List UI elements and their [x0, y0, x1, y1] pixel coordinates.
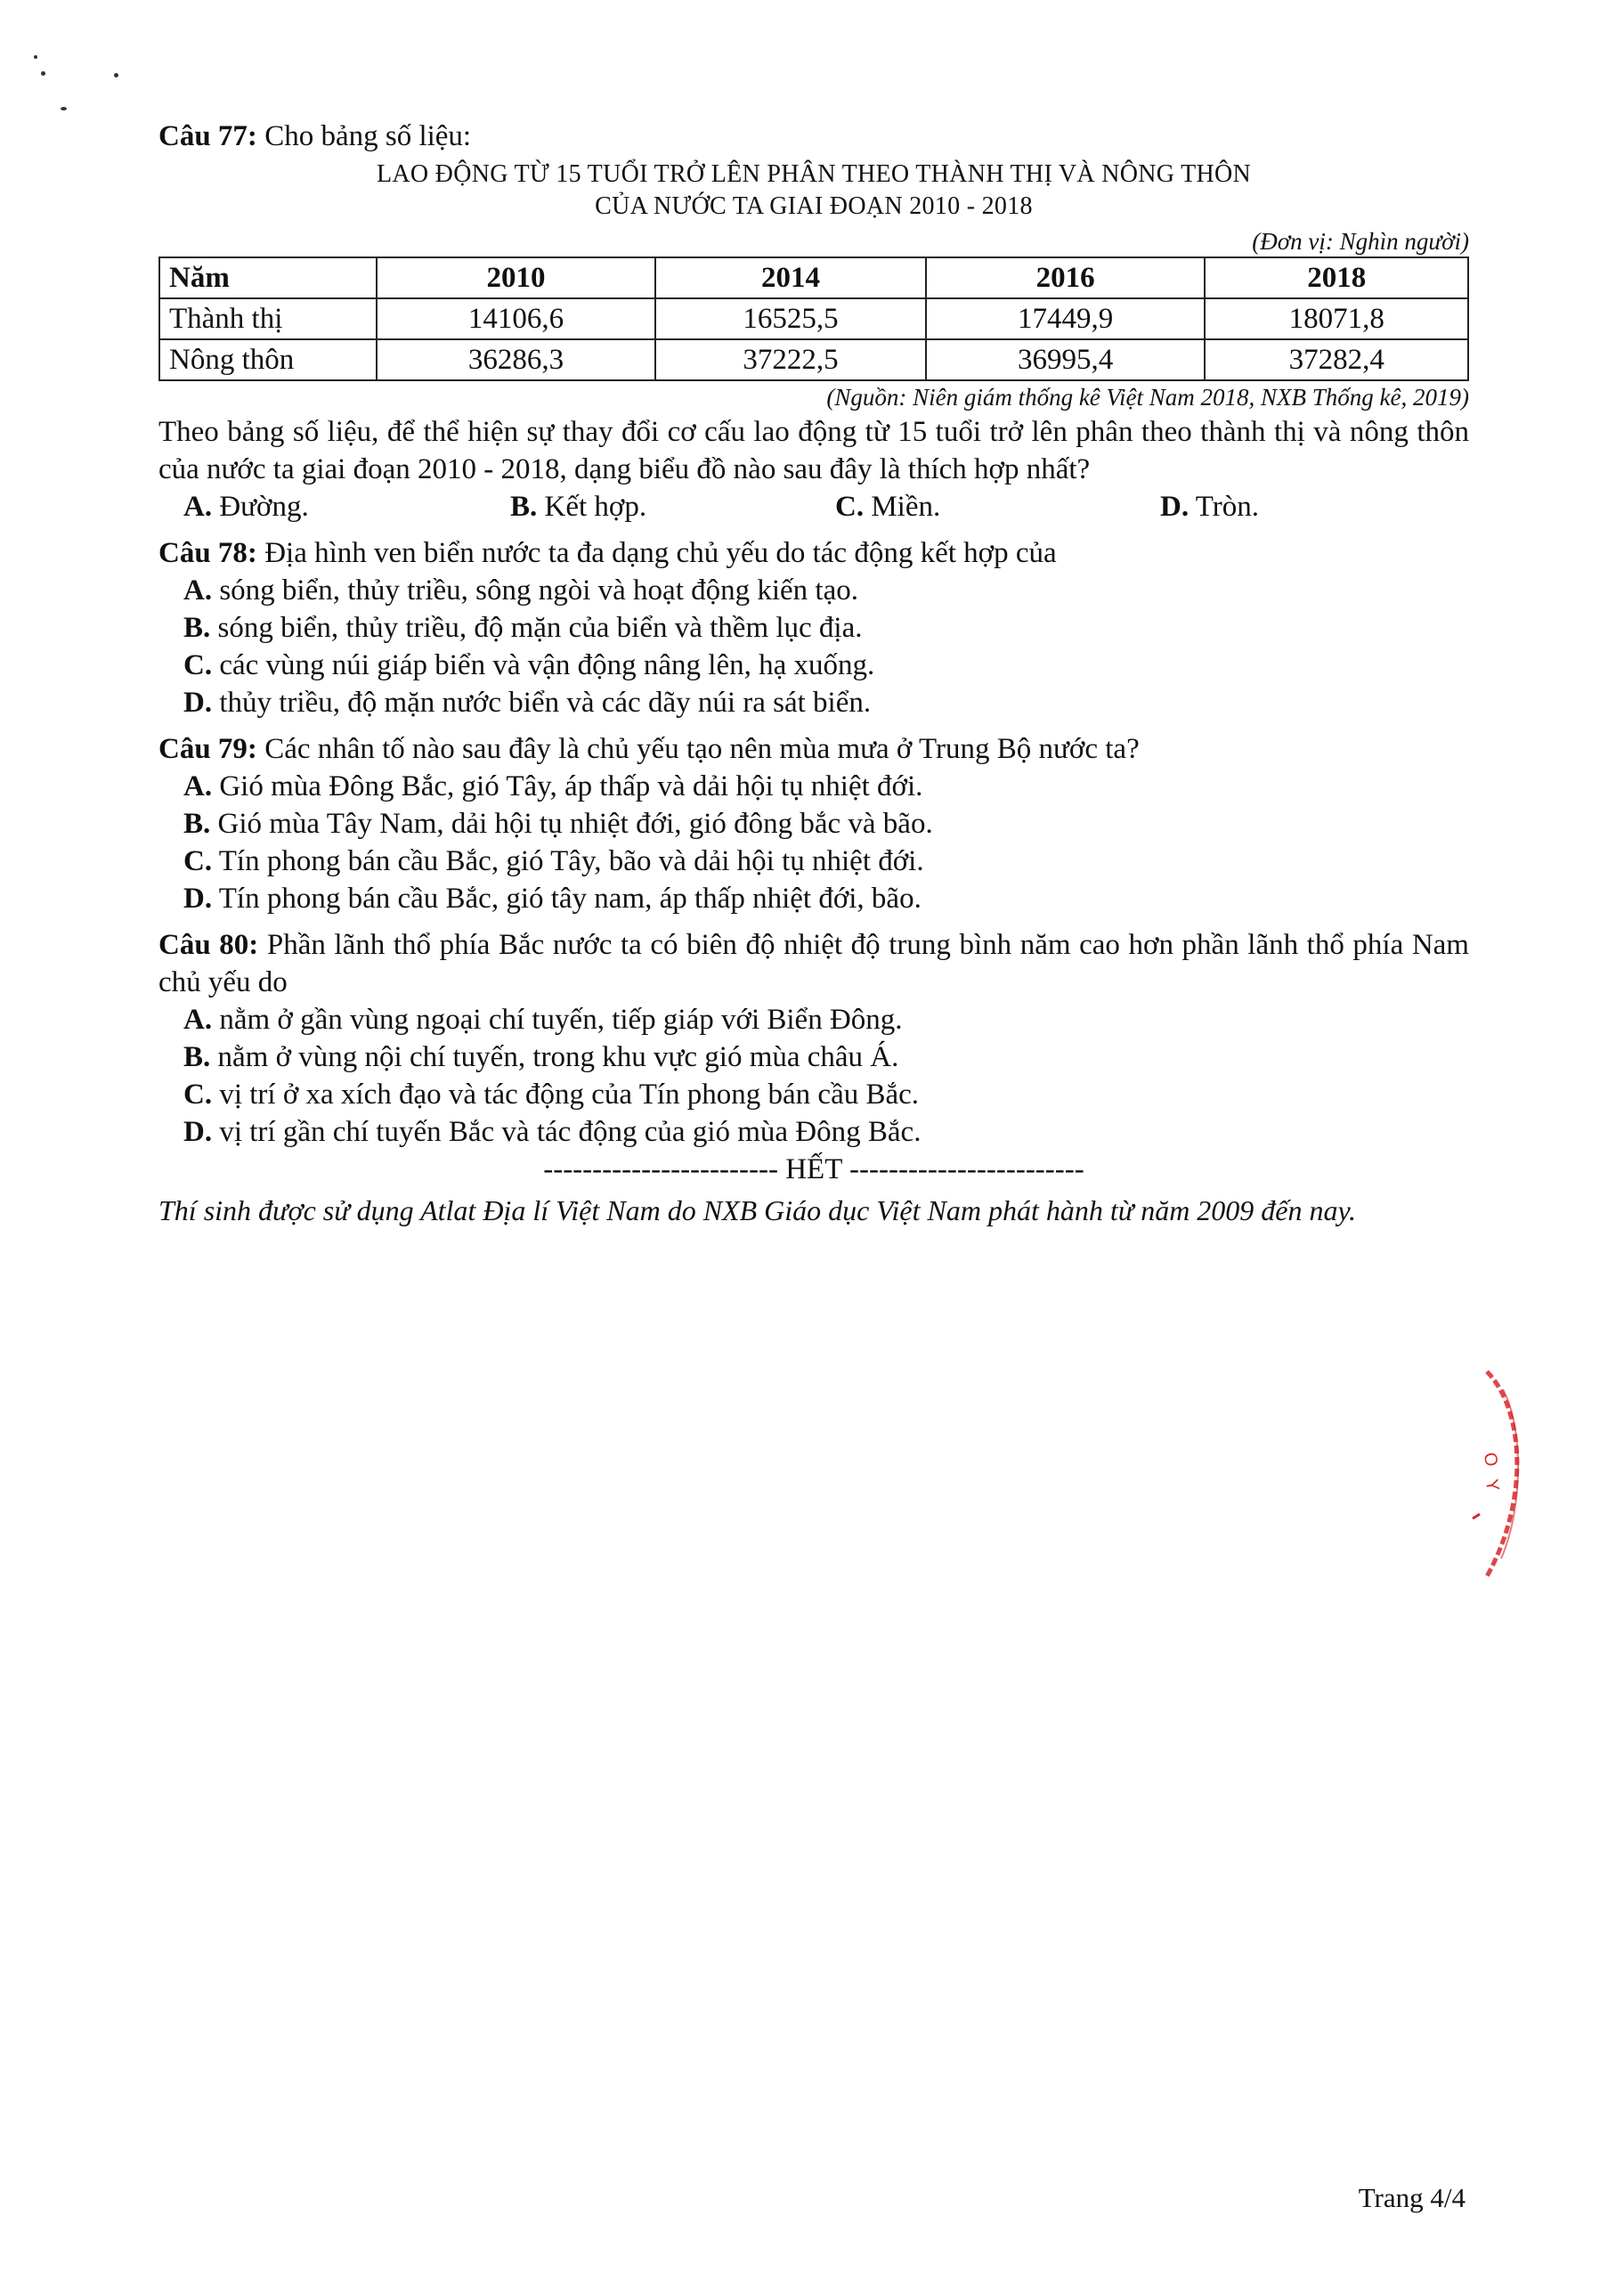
row-label: Nông thôn — [159, 339, 377, 380]
table-cell: 36995,4 — [926, 339, 1206, 380]
question-80 — [158, 926, 1469, 1151]
table-cell: 16525,5 — [655, 298, 926, 339]
option-text: Tín phong bán cầu Bắc, gió Tây, bão và dải hội tụ nhiệt đới. — [212, 845, 924, 877]
option-text: nằm ở gần vùng ngoại chí tuyến, tiếp giáp với Biển Đông. — [212, 1004, 903, 1036]
scan-speck — [114, 73, 118, 77]
option-c — [183, 647, 1469, 684]
header-cell: 2016 — [926, 257, 1206, 298]
option-letter: B. — [183, 808, 211, 840]
header-cell: 2018 — [1205, 257, 1468, 298]
scan-speck — [61, 107, 67, 110]
option-text: Đường. — [212, 491, 309, 523]
table-header-row — [159, 257, 1468, 298]
table-cell: 36286,3 — [377, 339, 656, 380]
question-label: Câu 80: — [158, 929, 259, 961]
option-a — [183, 1001, 1469, 1038]
option-text: Gió mùa Đông Bắc, gió Tây, áp thấp và dải hội tụ nhiệt đới. — [212, 770, 923, 802]
option-text: sóng biển, thủy triều, độ mặn của biển và thềm lục địa. — [210, 612, 863, 644]
option-a — [183, 488, 510, 525]
option-letter: D. — [1160, 491, 1190, 523]
table-cell: 14106,6 — [377, 298, 656, 339]
option-letter: A. — [183, 491, 213, 523]
option-b — [183, 805, 1469, 843]
svg-text:Y: Y — [1481, 1478, 1503, 1494]
table-cell: 17449,9 — [926, 298, 1206, 339]
option-d — [183, 880, 1469, 917]
question-intro: Cho bảng số liệu: — [264, 120, 472, 152]
option-c — [835, 488, 1160, 525]
option-letter: B. — [510, 491, 538, 523]
svg-text:O: O — [1479, 1451, 1502, 1469]
question-80-text — [158, 926, 1469, 1001]
option-letter: C. — [183, 649, 213, 681]
question-79 — [158, 730, 1469, 917]
option-letter: C. — [183, 845, 213, 877]
question-label: Câu 77: — [158, 120, 257, 152]
option-letter: A. — [183, 1004, 213, 1036]
option-text: nằm ở vùng nội chí tuyến, trong khu vực gió mùa châu Á. — [210, 1041, 899, 1073]
table-row-rural — [159, 339, 1468, 380]
table-cell: 37282,4 — [1205, 339, 1468, 380]
option-text: Gió mùa Tây Nam, dải hội tụ nhiệt đới, gió đông bắc và bão. — [210, 808, 933, 840]
exam-content — [158, 118, 1469, 1229]
option-a — [183, 768, 1469, 805]
data-table — [158, 256, 1469, 381]
question-78-text — [158, 534, 1469, 572]
question-stem: Địa hình ven biển nước ta đa dạng chủ yếu do tác động kết hợp của — [256, 537, 1057, 569]
option-letter: A. — [183, 770, 213, 802]
end-marker: ------------------------ HẾT ------------------------ — [543, 1153, 1084, 1185]
scan-speck — [34, 55, 37, 59]
option-letter: D. — [183, 687, 213, 719]
option-letter: B. — [183, 1041, 211, 1073]
table-cell: 18071,8 — [1205, 298, 1468, 339]
option-b — [183, 609, 1469, 647]
header-cell: 2014 — [655, 257, 926, 298]
option-letter: A. — [183, 574, 213, 607]
header-cell-year: Năm — [159, 257, 377, 298]
red-stamp-icon — [1460, 1363, 1540, 1585]
page-number: Trang 4/4 — [1358, 2182, 1466, 2213]
question-label: Câu 79: — [158, 733, 257, 765]
option-b — [510, 488, 835, 525]
table-title-line1: LAO ĐỘNG TỪ 15 TUỔI TRỞ LÊN PHÂN THEO THÀNH THỊ VÀ NÔNG THÔN — [376, 160, 1252, 188]
table-cell: 37222,5 — [655, 339, 926, 380]
question-79-text — [158, 730, 1469, 768]
table-row-urban — [159, 298, 1468, 339]
question-77-options — [158, 488, 1469, 525]
table-source: (Nguồn: Niên giám thống kê Việt Nam 2018, NXB Thống kê, 2019) — [826, 384, 1469, 411]
scan-speck — [41, 71, 45, 76]
option-letter: B. — [183, 612, 211, 644]
option-letter: C. — [835, 491, 865, 523]
option-d — [183, 684, 1469, 721]
option-letter: D. — [183, 883, 213, 915]
option-text: Miền. — [864, 491, 941, 523]
option-text: vị trí gần chí tuyến Bắc và tác động của gió mùa Đông Bắc. — [212, 1116, 922, 1148]
option-a — [183, 572, 1469, 609]
option-text: vị trí ở xa xích đạo và tác động của Tín phong bán cầu Bắc. — [212, 1079, 920, 1111]
question-label: Câu 78: — [158, 537, 257, 569]
option-b — [183, 1038, 1469, 1076]
option-text: sóng biển, thủy triều, sông ngòi và hoạt động kiến tạo. — [212, 574, 858, 607]
question-78 — [158, 534, 1469, 721]
row-label: Thành thị — [159, 298, 377, 339]
option-letter: D. — [183, 1116, 213, 1148]
table-unit: (Đơn vị: Nghìn người) — [1252, 228, 1469, 255]
question-77-heading — [158, 118, 1469, 155]
option-text: các vùng núi giáp biển và vận động nâng lên, hạ xuống. — [212, 649, 875, 681]
table-title-line2: CỦA NƯỚC TA GIAI ĐOẠN 2010 - 2018 — [595, 192, 1033, 220]
question-77-text: Theo bảng số liệu, để thể hiện sự thay đổi cơ cấu lao động từ 15 tuổi trở lên phân theo thành thị và nông thôn của nước ta giai đoạn 2010 - 2018, dạng biểu đồ nào sau đây là thích hợp nhất? — [158, 416, 1469, 485]
option-text: thủy triều, độ mặn nước biển và các dãy núi ra sát biển. — [212, 687, 872, 719]
option-text: Tín phong bán cầu Bắc, gió tây nam, áp thấp nhiệt đới, bão. — [212, 883, 922, 915]
header-cell: 2010 — [377, 257, 656, 298]
option-text: Kết hợp. — [537, 491, 647, 523]
question-stem: Các nhân tố nào sau đây là chủ yếu tạo nên mùa mưa ở Trung Bộ nước ta? — [256, 733, 1140, 765]
option-d — [1160, 488, 1259, 525]
option-letter: C. — [183, 1079, 213, 1111]
option-c — [183, 843, 1469, 880]
question-stem: Phần lãnh thổ phía Bắc nước ta có biên độ nhiệt độ trung bình năm cao hơn phần lãnh thổ phía Nam chủ yếu do — [158, 929, 1469, 998]
option-text: Tròn. — [1189, 491, 1259, 523]
option-d — [183, 1113, 1469, 1151]
footer-note: Thí sinh được sử dụng Atlat Địa lí Việt Nam do NXB Giáo dục Việt Nam phát hành từ năm 2009 đến nay. — [158, 1194, 1356, 1226]
option-c — [183, 1076, 1469, 1113]
